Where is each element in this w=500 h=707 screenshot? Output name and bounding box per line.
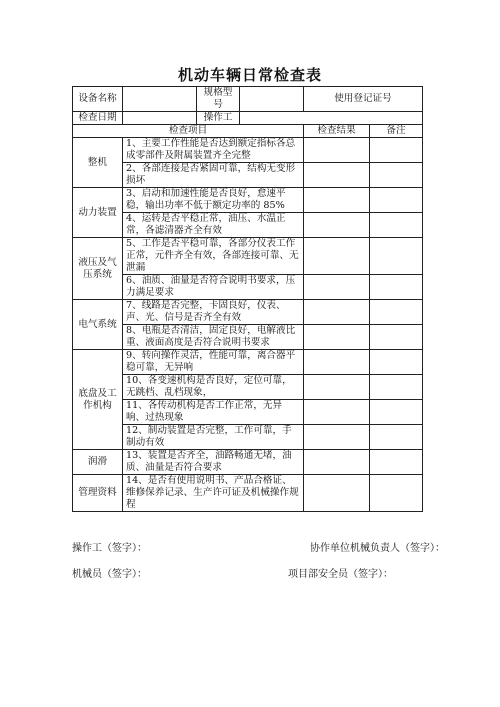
table-row [73, 138, 423, 163]
result-cell[interactable] [304, 300, 370, 325]
result-cell[interactable] [304, 163, 370, 188]
check-item-text: 4、运转是否平稳正常，油压、水温正常，各滤清器齐全有效 [123, 213, 304, 238]
table-row [73, 425, 423, 450]
remark-header: 备注 [370, 125, 423, 138]
table-row [73, 400, 423, 425]
check-item-text: 9、转向操作灵活，性能可靠，离合器平稳可靠，无异响 [123, 350, 304, 375]
table-row [73, 375, 423, 400]
check-date-field[interactable] [123, 112, 197, 125]
check-item-text: 5、工作是否平稳可靠，各部分仪表工作正常，元件齐全有效，各部连接可靠、无泄漏 [123, 238, 304, 275]
remark-cell[interactable] [370, 475, 423, 512]
remark-cell[interactable] [370, 425, 423, 450]
result-cell[interactable] [304, 450, 370, 475]
check-item-text: 13、装置是否齐全，油路畅通无堵，油质、油量是否符合要求 [123, 450, 304, 475]
group-name: 动力装置 [73, 188, 123, 238]
result-cell[interactable] [304, 350, 370, 375]
result-cell[interactable] [304, 400, 370, 425]
result-cell[interactable] [304, 375, 370, 400]
group-name: 电气系统 [73, 300, 123, 350]
remark-cell[interactable] [370, 400, 423, 425]
table-row [73, 450, 423, 475]
reg-cert-label: 使用登记证号 [304, 87, 423, 112]
spec-model-label: 规格型号 [197, 87, 240, 112]
device-name-label: 设备名称 [73, 87, 123, 112]
table-row [73, 325, 423, 350]
coop-leader-signature: 协作单位机械负责人（签字）： [310, 543, 445, 554]
table-row [73, 188, 423, 213]
remark-cell[interactable] [370, 188, 423, 213]
check-item-text: 1、主要工作性能是否达到额定指标各总成零部件及附属装置齐全完整 [123, 138, 304, 163]
remark-cell[interactable] [370, 450, 423, 475]
remark-cell[interactable] [370, 275, 423, 300]
check-item-text: 11、各传动机构是否工作正常，无异响、过热现象 [123, 400, 304, 425]
result-cell[interactable] [304, 325, 370, 350]
check-item-text: 2、各部连接是否紧固可靠，结构无变形损坏 [123, 163, 304, 188]
table-row [73, 275, 423, 300]
table-row [73, 238, 423, 275]
group-name: 底盘及工作机构 [73, 350, 123, 450]
result-header: 检查结果 [304, 125, 370, 138]
table-row [73, 300, 423, 325]
check-item-text: 8、电瓶是否清洁，固定良好，电解液比重、液面高度是否符合说明书要求 [123, 325, 304, 350]
operator-signature: 操作工（签字）： [72, 543, 147, 554]
group-name: 液压及气压系统 [73, 238, 123, 300]
result-cell[interactable] [304, 238, 370, 275]
check-item-text: 7、线路是否完整，卡固良好，仪表、声、光、信号是否齐全有效 [123, 300, 304, 325]
safety-officer-signature: 项目部安全员（签字）： [288, 569, 393, 580]
table-row [73, 475, 423, 512]
remark-cell[interactable] [370, 300, 423, 325]
operator-field[interactable] [240, 112, 423, 125]
table-row [73, 350, 423, 375]
check-item-text: 6、油质、油量是否符合说明书要求，压力满足要求 [123, 275, 304, 300]
remark-cell[interactable] [370, 213, 423, 238]
spec-model-field[interactable] [240, 87, 304, 112]
group-name: 管理资料 [73, 475, 123, 512]
remark-cell[interactable] [370, 238, 423, 275]
check-item-text: 12、制动装置是否完整，工作可靠，手制动有效 [123, 425, 304, 450]
check-item-text: 10、各变速机构是否良好，定位可靠，无跳档、乱档现象， [123, 375, 304, 400]
remark-cell[interactable] [370, 350, 423, 375]
group-name: 润滑 [73, 450, 123, 475]
mechanic-signature: 机械员（签字）： [72, 569, 147, 580]
remark-cell[interactable] [370, 163, 423, 188]
result-cell[interactable] [304, 475, 370, 512]
page-title: 机动车辆日常检查表 [177, 66, 322, 84]
result-cell[interactable] [304, 275, 370, 300]
check-item-header: 检查项目 [73, 125, 304, 138]
device-name-field[interactable] [123, 87, 197, 112]
result-cell[interactable] [304, 213, 370, 238]
remark-cell[interactable] [370, 138, 423, 163]
remark-cell[interactable] [370, 375, 423, 400]
check-item-text: 14、是否有使用说明书、产品合格证、维修保养记录、生产许可证及机械操作规程 [123, 475, 304, 512]
inspection-form-table [72, 86, 423, 512]
check-item-text: 3、启动和加速性能是否良好，怠速平稳，输出功率不低于额定功率的 85% [123, 188, 304, 213]
result-cell[interactable] [304, 138, 370, 163]
operator-label: 操作工 [197, 112, 240, 125]
result-cell[interactable] [304, 425, 370, 450]
table-row [73, 163, 423, 188]
table-row [73, 213, 423, 238]
check-date-label: 检查日期 [73, 112, 123, 125]
result-cell[interactable] [304, 188, 370, 213]
group-name: 整机 [73, 138, 123, 188]
remark-cell[interactable] [370, 325, 423, 350]
